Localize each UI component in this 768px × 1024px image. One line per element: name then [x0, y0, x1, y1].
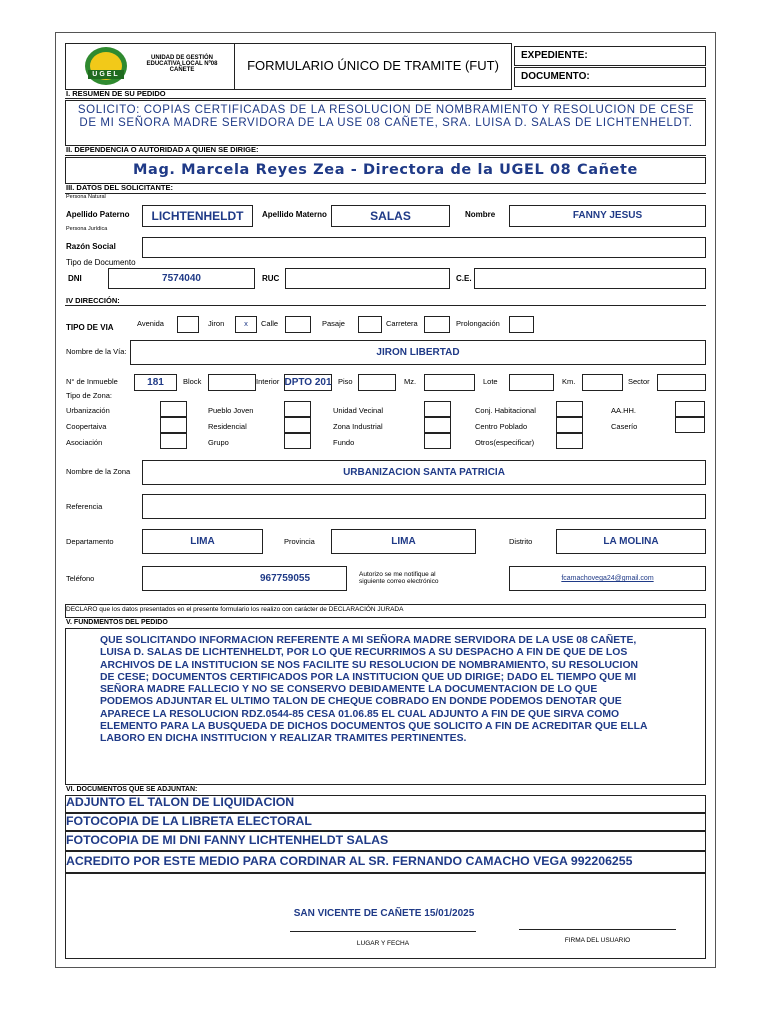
- section-4-label: IV DIRECCIÓN:: [66, 296, 120, 305]
- zona-industrial-label: Zona Industrial: [333, 422, 383, 431]
- zona-residencial-label: Residencial: [208, 422, 247, 431]
- interior-value: DPTO 201: [284, 377, 332, 388]
- zona-grupo-check[interactable]: [284, 433, 311, 449]
- lugar-fecha-value: SAN VICENTE DE CAÑETE 15/01/2025: [293, 908, 475, 919]
- ruc-label: RUC: [262, 274, 280, 283]
- dependencia-text: Mag. Marcela Reyes Zea - Directora de la UGEL 08 Cañete: [133, 162, 638, 178]
- section-2-rule: [65, 155, 706, 156]
- via-pasaje-check[interactable]: [358, 316, 382, 333]
- telefono-value: 967759055: [259, 573, 311, 584]
- zona-pueblo-joven-label: Pueblo Joven: [208, 406, 254, 415]
- lugar-fecha-line: [290, 931, 476, 932]
- nombre-via-value: JIRON LIBERTAD: [376, 347, 460, 358]
- block-label: Block: [183, 377, 202, 386]
- mz-field[interactable]: [424, 374, 475, 391]
- inmueble-value: 181: [147, 377, 164, 388]
- email-value[interactable]: fcamachovega24@gmail.com: [561, 575, 654, 582]
- piso-label: Piso: [338, 377, 353, 386]
- doc-item-2: FOTOCOPIA DE LA LIBRETA ELECTORAL: [66, 814, 312, 828]
- autorizo-line-1: Autorizo se me notifique al: [359, 571, 436, 578]
- departamento-value: LIMA: [190, 536, 215, 547]
- dni-value: 7574040: [162, 273, 201, 284]
- via-avenida-check[interactable]: [177, 316, 199, 333]
- nombre-zona-label: Nombre de la Zona: [66, 467, 131, 476]
- doc-item-1: ADJUNTO EL TALON DE LIQUIDACION: [66, 795, 295, 809]
- zona-unidad-vecinal-check[interactable]: [424, 401, 451, 417]
- section-3-rule: [65, 193, 706, 194]
- doc-item-3: FOTOCOPIA DE MI DNI FANNY LICHTENHELDT SALAS: [66, 833, 389, 847]
- sector-label: Sector: [628, 377, 650, 386]
- via-jiron-mark: x: [244, 319, 248, 328]
- fundamentos-line: ARCHIVOS DE LA INSTITUCION SE NOS FACILITE SU RESOLUCION DE NOMBRAMIENTO, SU RESOLUCION: [100, 659, 639, 671]
- via-calle-label: Calle: [261, 319, 279, 328]
- zona-pueblo-joven-check[interactable]: [284, 401, 311, 417]
- section-4-rule: [65, 305, 706, 306]
- piso-field[interactable]: [358, 374, 396, 391]
- resumen-text: SOLICITO: COPIAS CERTIFICADAS DE LA RESOLUCION DE NOMBRAMIENTO Y RESOLUCION DE CESE DE MI SEÑORA MADRE SERVIDORA DE LA USE 08 CAÑETE, SRA. LUISA D. SALAS DE LICHTENHELDT.: [77, 104, 695, 129]
- zona-aahh-check[interactable]: [675, 401, 705, 417]
- departamento-label: Departamento: [66, 537, 114, 546]
- firma-line: [519, 929, 676, 930]
- section-6-label: VI. DOCUMENTOS QUE SE ADJUNTAN:: [66, 786, 198, 793]
- apellido-materno-value: SALAS: [370, 209, 411, 223]
- razon-social-label: Razón Social: [66, 242, 116, 251]
- via-avenida-label: Avenida: [137, 319, 164, 328]
- sector-field[interactable]: [657, 374, 706, 391]
- zona-urbanizacion-check[interactable]: [160, 401, 187, 417]
- ugel-logo: [84, 46, 128, 86]
- nombre-value: FANNY JESUS: [572, 210, 643, 221]
- distrito-label: Distrito: [509, 537, 533, 546]
- apellido-paterno-label: Apellido Paterno: [66, 210, 130, 219]
- lote-field[interactable]: [509, 374, 554, 391]
- provincia-label: Provincia: [284, 537, 315, 546]
- unit-line-3: CAÑETE: [169, 67, 195, 73]
- zona-grupo-label: Grupo: [208, 438, 229, 447]
- section-1-rule: [65, 98, 706, 99]
- nombre-via-label: Nombre de la Vía:: [66, 347, 127, 356]
- apellido-paterno-value: LICHTENHELDT: [151, 209, 244, 223]
- persona-juridica-label: Persona Jurídica: [66, 226, 108, 232]
- zona-fundo-label: Fundo: [333, 438, 355, 447]
- interior-label: Interior: [256, 377, 280, 386]
- zona-caserio-label: Caserío: [611, 422, 638, 431]
- zona-otros-label: Otros(especificar): [475, 438, 535, 447]
- unit-line-2: EDUCATIVA LOCAL Nº08: [146, 61, 218, 67]
- telefono-label: Teléfono: [66, 574, 95, 583]
- apellido-materno-label: Apellido Materno: [262, 210, 327, 219]
- zona-asociacion-check[interactable]: [160, 433, 187, 449]
- provincia-value: LIMA: [391, 536, 416, 547]
- zona-conj-habitacional-label: Conj. Habitacional: [475, 406, 536, 415]
- ruc-field[interactable]: [285, 268, 450, 289]
- fundamentos-line: LUISA D. SALAS DE LICHTENHELDT, POR LO QUE RECURRIMOS A SU DESPACHO A FIN DE QUE DE LOS: [100, 647, 628, 659]
- zona-cooperativa-check[interactable]: [160, 417, 187, 433]
- zona-caserio-check[interactable]: [675, 417, 705, 433]
- tipo-documento-label: Tipo de Documento: [66, 258, 136, 267]
- persona-natural-label: Persona Natural: [66, 194, 106, 200]
- fundamentos-line: DE CESE; DOCUMENTOS CERTIFICADOS POR LA INSTITUCION QUE UD DIRIGE; DADO EL TIEMPO QUE MI: [100, 671, 637, 683]
- logo-text: UGEL: [92, 71, 120, 78]
- zona-centro-poblado-check[interactable]: [556, 417, 583, 433]
- zona-urbanizacion-label: Urbanización: [66, 406, 110, 415]
- via-jiron-label: Jiron: [208, 319, 225, 328]
- doc-item-4: ACREDITO POR ESTE MEDIO PARA CORDINAR AL SR. FERNANDO CAMACHO VEGA 992206255: [66, 854, 633, 868]
- form-title: FORMULARIO ÚNICO DE TRAMITE (FUT): [247, 58, 499, 73]
- declaro-text: DECLARO que los datos presentados en el presente formulario los realizo con carácter de DECLARACIÓN JURADA: [66, 606, 404, 613]
- tipo-via-label: TIPO DE VIA: [66, 323, 114, 332]
- zona-fundo-check[interactable]: [424, 433, 451, 449]
- zona-centro-poblado-label: Centro Poblado: [475, 422, 528, 431]
- nombre-label: Nombre: [465, 210, 496, 219]
- zona-cooperativa-label: Coopertaiva: [66, 422, 107, 431]
- firma-label: FIRMA DEL USUARIO: [564, 937, 631, 944]
- unit-line-1: UNIDAD DE GESTIÓN: [150, 55, 213, 61]
- zona-asociacion-label: Asociación: [66, 438, 103, 447]
- section-2-label: II. DEPENDENCIA O AUTORIDAD A QUIEN SE DIRIGE:: [66, 145, 259, 154]
- ce-field[interactable]: [474, 268, 706, 289]
- km-label: Km.: [562, 377, 576, 386]
- via-carretera-check[interactable]: [424, 316, 450, 333]
- fundamentos-line: APARECE LA RESOLUCION RDZ.0544-85 CESA 01.06.85 EL CUAL ADJUNTO A FIN DE QUE SIRVA COMO: [100, 708, 620, 720]
- lote-label: Lote: [483, 377, 498, 386]
- expediente-label: EXPEDIENTE:: [521, 50, 588, 61]
- km-field[interactable]: [582, 374, 623, 391]
- section-3-label: III. DATOS DEL SOLICITANTE:: [66, 183, 173, 192]
- tipo-zona-label: Tipo de Zona:: [66, 391, 112, 400]
- nombre-zona-value: URBANIZACION SANTA PATRICIA: [343, 467, 505, 478]
- fundamentos-line: QUE SOLICITANDO INFORMACION REFERENTE A MI SEÑORA MADRE SERVIDORA DE LA USE 08 CAÑETE,: [100, 635, 637, 646]
- dni-label: DNI: [68, 274, 82, 283]
- via-prolongacion-check[interactable]: [509, 316, 534, 333]
- referencia-label: Referencia: [66, 502, 103, 511]
- via-calle-check[interactable]: [285, 316, 311, 333]
- via-pasaje-label: Pasaje: [322, 319, 345, 328]
- zona-conj-habitacional-check[interactable]: [556, 401, 583, 417]
- inmueble-label: N° de Inmueble: [66, 377, 118, 386]
- zona-unidad-vecinal-label: Unidad Vecinal: [333, 406, 384, 415]
- section-5-label: V. FUNDMENTOS DEL PEDIDO: [66, 619, 168, 626]
- via-carretera-label: Carretera: [386, 319, 418, 328]
- fundamentos-text: [100, 635, 700, 746]
- via-prolongacion-label: Prolongación: [456, 319, 500, 328]
- referencia-field[interactable]: [142, 494, 706, 519]
- block-field[interactable]: [208, 374, 256, 391]
- zona-otros-check[interactable]: [556, 433, 583, 449]
- documento-label: DOCUMENTO:: [521, 71, 590, 82]
- distrito-value: LA MOLINA: [603, 536, 659, 547]
- razon-social-field[interactable]: [142, 237, 706, 258]
- zona-residencial-check[interactable]: [284, 417, 311, 433]
- fundamentos-line: SEÑORA MADRE FALLECIO Y NO SE CONSERVO DEBIDAMENTE LA DOCUMENTACION DE LO QUE: [100, 684, 598, 696]
- zona-industrial-check[interactable]: [424, 417, 451, 433]
- autorizo-line-2: siguiente correo electrónico: [359, 578, 439, 585]
- fundamentos-line: LABORO EN DICHA INSTITUCION Y REALIZAR TRAMITES PERTINENTES.: [100, 733, 467, 745]
- mz-label: Mz.: [404, 377, 417, 386]
- fundamentos-line: ELEMENTO PARA LA BUSQUEDA DE DICHOS DOCUMENTOS QUE SOLICITO A FIN DE ACREDITAR QUE ELLA: [100, 721, 648, 733]
- fundamentos-line: PODEMOS ADJUNTAR EL ULTIMO TALON DE CHEQUE COBRADO EN DONDE PODEMOS DENOTAR QUE: [100, 696, 622, 708]
- lugar-fecha-label: LUGAR Y FECHA: [356, 940, 410, 947]
- section-1-label: I. RESUMEN DE SU PEDIDO: [66, 89, 166, 98]
- ce-label: C.E.: [456, 274, 472, 283]
- zona-aahh-label: AA.HH.: [611, 406, 637, 415]
